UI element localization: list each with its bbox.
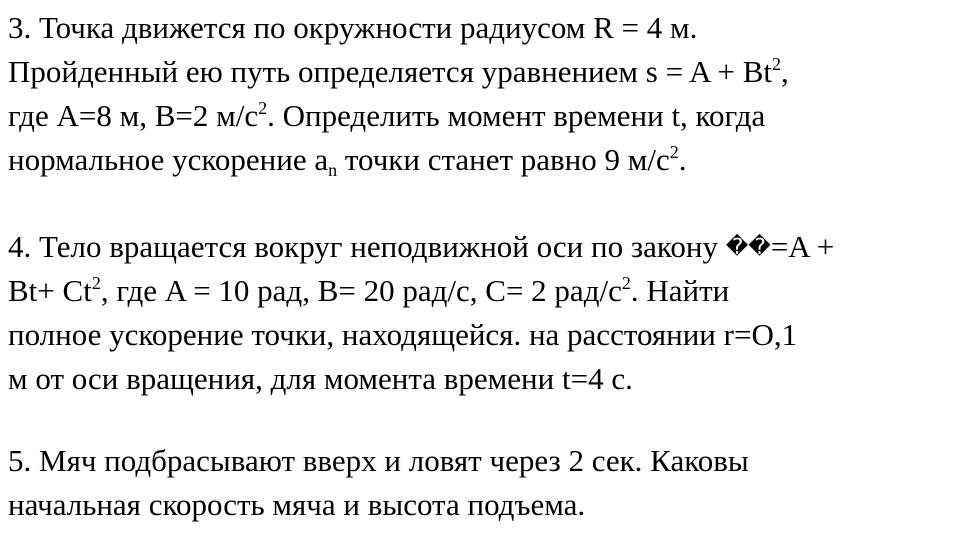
exponent: 2 [258,98,268,118]
problem-3-line-2 [8,50,953,94]
problem-3-text-2a: Пройденный ею путь определяется уравнением s = A + Bt [8,54,773,89]
problem-5-text-2: начальная скорость мяча и высота подъема. [8,487,586,522]
problem-4-text-2b: , где A = 10 рад, B= 20 рад/с, C= 2 рад/с [100,273,622,308]
problem-3-line-3 [8,94,953,138]
missing-glyph: �� [725,235,771,260]
problem-3-text-3a: где A=8 м, B=2 м/с [8,98,259,133]
problem-3-text-1: 3. Точка движется по окружности радиусом R = 4 м. [8,10,698,45]
problem-5-text-1: 5. Мяч подбрасывают вверх и ловят через 2 сек. Каковы [8,443,749,478]
problem-5-line-2 [8,483,953,527]
problem-5-line-1 [8,439,953,483]
exponent: 2 [91,273,101,293]
problem-3 [8,6,953,182]
problem-4-line-1 [8,225,953,269]
problem-3-text-4a: нормальное ускорение a [8,142,329,177]
problem-4 [8,225,953,401]
problem-4-text-1b: =A + [770,229,835,264]
problem-4-text-1a: 4. Тело вращается вокруг неподвижной оси по закону [8,229,726,264]
problem-4-line-4 [8,357,953,401]
problem-3-text-4b: точки станет равно 9 м/с [337,142,670,177]
problem-5 [8,439,953,527]
exponent: 2 [621,273,631,293]
exponent: 2 [772,54,782,74]
problem-3-text-3b: . Определить момент времени t, когда [267,98,766,133]
problem-4-text-2c: . Найти [630,273,730,308]
problem-3-line-4 [8,138,953,182]
problem-3-text-2b: , [781,54,789,89]
subscript: n [328,160,338,180]
problem-4-text-4: м от оси вращения, для момента времени t=4 с. [8,361,633,396]
problem-4-text-3: полное ускорение точки, находящейся. на расстоянии r=O,1 [8,317,798,352]
exponent: 2 [669,142,679,162]
problem-3-text-4c: . [678,142,687,177]
problem-3-line-1 [8,6,953,50]
problem-4-line-3 [8,313,953,357]
problem-4-text-2a: Bt+ Ct [8,273,92,308]
problem-4-line-2 [8,269,953,313]
